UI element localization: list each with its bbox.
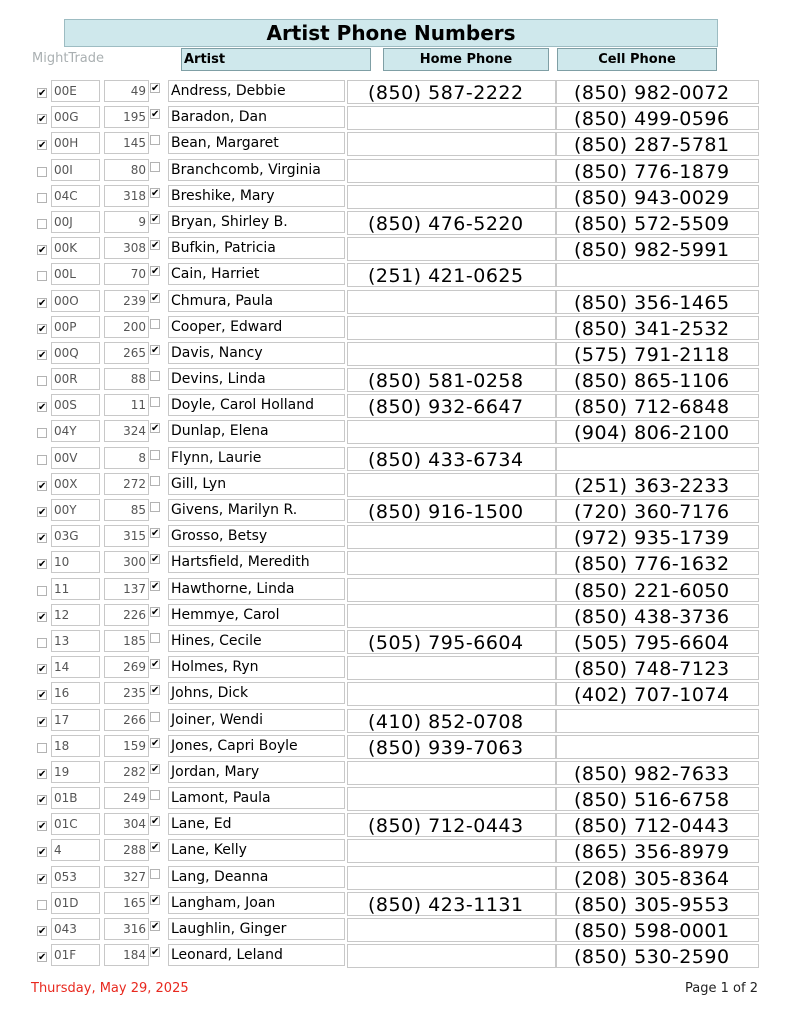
row-flag-checkbox[interactable]: ✔ [151,292,160,304]
artist-number: 288 [104,839,149,861]
row-select-checkbox[interactable]: ✔ [38,533,47,545]
artist-code: 01C [51,813,100,835]
row-flag-checkbox[interactable]: ✔ [151,606,160,618]
home-phone-cell [347,342,556,366]
artist-name: Devins, Linda [168,368,345,390]
cell-phone-cell [556,447,759,471]
artist-name: Breshike, Mary [168,185,345,207]
table-row [34,786,759,812]
row-select-checkbox[interactable]: ✔ [38,480,47,492]
artist-name: Hawthorne, Linda [168,578,345,600]
home-phone: (410) 852-0708 [368,710,524,733]
artist-number: 308 [104,237,149,259]
row-flag-checkbox[interactable]: ✔ [151,763,160,775]
row-select-checkbox[interactable]: ✔ [38,349,47,361]
row-flag-checkbox[interactable] [150,633,160,643]
artist-number: 88 [104,368,149,390]
row-select-checkbox[interactable]: ✔ [38,507,47,518]
row-flag-checkbox[interactable]: ✔ [151,528,160,540]
cell-phone: (505) 795-6604 [574,631,730,654]
artist-code: 00X [51,473,100,495]
cell-phone: (850) 982-0072 [574,82,730,104]
row-select-checkbox[interactable]: ✔ [38,716,47,728]
artist-code: 04Y [51,420,100,442]
cell-phone: (972) 935-1739 [574,527,730,550]
cell-phone: (850) 982-7633 [574,762,730,785]
table-row [34,681,759,707]
home-phone: (850) 581-0258 [368,370,524,393]
artist-number: 184 [104,944,149,966]
artist-number: 239 [104,290,149,312]
home-phone-cell [347,944,556,968]
home-phone-cell [347,159,556,183]
artist-code: 01D [51,892,100,914]
table-row [34,812,759,838]
artist-name: Bufkin, Patricia [168,237,345,259]
artist-number: 8 [104,447,149,469]
artist-number: 159 [104,735,149,757]
row-select-checkbox[interactable] [37,376,47,386]
home-phone-cell [347,420,556,444]
artist-number: 235 [104,682,149,704]
table-row [34,105,759,131]
row-flag-checkbox[interactable]: ✔ [151,737,160,749]
row-flag-checkbox[interactable]: ✔ [151,423,160,435]
row-select-checkbox[interactable]: ✔ [38,847,47,859]
table-row [34,655,759,681]
artist-number: 11 [104,394,149,416]
artist-name: Lane, Kelly [168,839,345,861]
artist-code: 00L [51,263,100,285]
artist-code: 00J [51,211,100,233]
artist-number: 49 [104,80,149,102]
cell-phone: (850) 287-5781 [574,134,730,157]
artist-number: 272 [104,473,149,495]
artist-name: Andress, Debbie [168,80,345,102]
cell-phone: (904) 806-2100 [574,422,730,445]
table-row [34,734,759,760]
artist-name: Jones, Capri Boyle [168,735,345,757]
row-select-checkbox[interactable]: ✔ [38,402,47,414]
table-row [34,236,759,262]
cell-phone: (850) 748-7123 [574,658,730,681]
artist-number: 324 [104,420,149,442]
artist-name: Langham, Joan [168,892,345,914]
row-select-checkbox[interactable] [37,638,47,648]
row-select-checkbox[interactable] [37,900,47,910]
row-flag-checkbox[interactable]: ✔ [151,894,160,906]
table-row [34,472,759,498]
artist-number: 282 [104,761,149,783]
artist-code: 00G [51,106,100,128]
artist-number: 226 [104,604,149,626]
cell-phone: (208) 305-8364 [574,867,730,890]
home-phone-cell [347,473,556,497]
artist-name: Hartsfield, Meredith [168,551,345,573]
artist-code: 053 [51,866,100,888]
home-phone-cell [347,866,556,890]
home-phone: (850) 712-0443 [368,815,524,838]
artist-code: 00S [51,394,100,416]
home-phone-cell [347,290,556,314]
artist-code: 10 [51,551,100,573]
row-select-checkbox[interactable]: ✔ [38,114,47,126]
artist-number: 327 [104,866,149,888]
cell-phone: (850) 572-5509 [574,212,730,235]
artist-name: Branchcomb, Virginia [168,159,345,181]
cell-phone: (850) 499-0596 [574,108,730,131]
row-flag-checkbox[interactable] [150,397,160,407]
artist-name: Holmes, Ryn [168,656,345,678]
artist-code: 16 [51,682,100,704]
artist-name: Bean, Margaret [168,132,345,154]
home-phone: (850) 932-6647 [368,396,524,419]
page-number: Page 1 of 2 [685,981,758,996]
artist-code: 19 [51,761,100,783]
table-row [34,498,759,524]
artist-code: 13 [51,630,100,652]
artist-code: 00R [51,368,100,390]
row-flag-checkbox[interactable]: ✔ [151,947,160,959]
cell-phone-cell [556,263,759,287]
home-phone-cell [347,682,556,706]
artist-code: 043 [51,918,100,940]
row-flag-checkbox[interactable] [150,135,160,145]
artist-name: Flynn, Laurie [168,447,345,469]
table-row [34,943,759,969]
row-flag-checkbox[interactable]: ✔ [151,344,160,356]
artist-name: Joiner, Wendi [168,709,345,731]
cell-phone: (251) 363-2233 [574,474,730,497]
cell-phone-cell [556,709,759,733]
home-phone-cell [347,918,556,942]
row-flag-checkbox[interactable]: ✔ [151,83,160,94]
cell-phone: (850) 516-6758 [574,789,730,812]
table-row [34,891,759,917]
table-row [34,79,759,105]
row-select-checkbox[interactable]: ✔ [38,245,47,257]
artist-name: Johns, Dick [168,682,345,704]
home-phone: (850) 476-5220 [368,212,524,235]
home-phone-cell [347,106,556,130]
table-row [34,524,759,550]
artist-code: 12 [51,604,100,626]
table-row [34,158,759,184]
row-flag-checkbox[interactable]: ✔ [151,921,160,932]
table-row [34,446,759,472]
artist-number: 315 [104,525,149,547]
row-select-checkbox[interactable] [37,167,47,177]
row-select-checkbox[interactable]: ✔ [38,559,47,571]
table-row [34,629,759,655]
home-phone-cell [347,839,556,863]
cell-phone: (850) 982-5991 [574,239,730,262]
cell-phone: (850) 776-1632 [574,553,730,576]
artist-number: 185 [104,630,149,652]
row-flag-checkbox[interactable]: ✔ [151,109,160,121]
home-phone-cell [347,132,556,156]
home-phone-cell [347,185,556,209]
row-flag-checkbox[interactable] [150,371,160,381]
table-row [34,550,759,576]
home-phone-cell [347,578,556,602]
table-row [34,367,759,393]
artist-code: 03G [51,525,100,547]
artist-number: 85 [104,499,149,521]
artist-number: 165 [104,892,149,914]
table-row [34,708,759,734]
home-phone-cell [347,551,556,575]
artist-number: 265 [104,342,149,364]
table-row [34,760,759,786]
artist-code: 01B [51,787,100,809]
table-row [34,210,759,236]
cell-phone: (402) 707-1074 [574,684,730,707]
row-select-checkbox[interactable] [37,193,47,203]
row-select-checkbox[interactable]: ✔ [38,611,47,623]
cell-phone: (865) 356-8979 [574,841,730,864]
artist-code: 00H [51,132,100,154]
row-select-checkbox[interactable]: ✔ [38,926,47,937]
row-select-checkbox[interactable]: ✔ [38,664,47,676]
row-flag-checkbox[interactable] [150,450,160,460]
row-select-checkbox[interactable]: ✔ [38,88,47,99]
table-row [34,577,759,603]
artist-name: Laughlin, Ginger [168,918,345,940]
row-select-checkbox[interactable] [37,219,47,229]
artist-name: Lamont, Paula [168,787,345,809]
cell-phone: (720) 360-7176 [574,501,730,523]
artist-number: 300 [104,551,149,573]
artist-number: 195 [104,106,149,128]
cell-phone: (850) 530-2590 [574,946,730,969]
table-row [34,865,759,891]
page-title: Artist Phone Numbers [64,19,718,47]
artist-name: Cooper, Edward [168,316,345,338]
home-phone-cell [347,761,556,785]
home-phone-cell [347,787,556,811]
row-select-checkbox[interactable] [37,271,47,281]
artist-name: Hines, Cecile [168,630,345,652]
cell-phone: (850) 865-1106 [574,370,730,393]
row-select-checkbox[interactable]: ✔ [38,873,47,885]
row-flag-checkbox[interactable]: ✔ [151,816,160,828]
home-phone-cell [347,316,556,340]
cell-phone: (850) 305-9553 [574,893,730,916]
row-flag-checkbox[interactable]: ✔ [151,554,160,566]
home-phone: (850) 433-6734 [368,448,524,471]
artist-code: 04C [51,185,100,207]
home-phone-cell [347,525,556,549]
brand-label: MightTrade [32,51,105,66]
artist-number: 249 [104,787,149,809]
row-flag-checkbox[interactable]: ✔ [151,685,160,697]
cell-phone: (850) 438-3736 [574,605,730,628]
table-row [34,838,759,864]
artist-code: 01F [51,944,100,966]
home-phone: (850) 587-2222 [368,82,524,104]
artist-name: Leonard, Leland [168,944,345,966]
artist-code: 00O [51,290,100,312]
column-header-cell-phone: Cell Phone [557,48,717,71]
column-header-home-phone: Home Phone [383,48,549,71]
row-flag-checkbox[interactable] [150,476,160,486]
artist-number: 145 [104,132,149,154]
artist-number: 80 [104,159,149,181]
row-select-checkbox[interactable]: ✔ [38,690,47,702]
table-row [34,917,759,943]
artist-name: Dunlap, Elena [168,420,345,442]
cell-phone: (850) 356-1465 [574,291,730,314]
home-phone-cell [347,237,556,261]
home-phone: (850) 939-7063 [368,736,524,759]
artist-code: 18 [51,735,100,757]
row-flag-checkbox[interactable] [150,869,160,879]
row-flag-checkbox[interactable] [150,319,160,329]
cell-phone: (850) 221-6050 [574,579,730,602]
row-select-checkbox[interactable] [37,586,47,596]
artist-code: 00I [51,159,100,181]
home-phone: (850) 916-1500 [368,501,524,523]
table-row [34,131,759,157]
artist-code: 00K [51,237,100,259]
home-phone: (505) 795-6604 [368,631,524,654]
table-row [34,419,759,445]
artist-name: Givens, Marilyn R. [168,499,345,521]
artist-number: 137 [104,578,149,600]
artist-code: 14 [51,656,100,678]
table-row [34,289,759,315]
row-flag-checkbox[interactable]: ✔ [151,266,160,278]
row-flag-checkbox[interactable]: ✔ [151,187,160,199]
row-select-checkbox[interactable]: ✔ [38,323,47,335]
artist-code: 00V [51,447,100,469]
artist-name: Baradon, Dan [168,106,345,128]
artist-code: 00P [51,316,100,338]
artist-table [34,79,759,969]
artist-number: 266 [104,709,149,731]
artist-name: Grosso, Betsy [168,525,345,547]
row-select-checkbox[interactable]: ✔ [38,768,47,780]
artist-number: 269 [104,656,149,678]
artist-code: 00Y [51,499,100,521]
home-phone: (251) 421-0625 [368,265,524,288]
artist-name: Hemmye, Carol [168,604,345,626]
row-flag-checkbox[interactable]: ✔ [151,240,160,252]
artist-number: 316 [104,918,149,940]
row-select-checkbox[interactable]: ✔ [38,821,47,833]
artist-number: 70 [104,263,149,285]
artist-name: Lang, Deanna [168,866,345,888]
row-flag-checkbox[interactable]: ✔ [151,580,160,592]
row-flag-checkbox[interactable]: ✔ [151,659,160,671]
row-select-checkbox[interactable]: ✔ [38,795,47,807]
cell-phone: (850) 943-0029 [574,186,730,209]
cell-phone: (850) 341-2532 [574,317,730,340]
artist-number: 200 [104,316,149,338]
row-flag-checkbox[interactable]: ✔ [151,842,160,854]
cell-phone: (850) 712-6848 [574,396,730,419]
artist-name: Lane, Ed [168,813,345,835]
row-flag-checkbox[interactable] [150,502,160,512]
cell-phone-cell [556,735,759,759]
artist-number: 9 [104,211,149,233]
cell-phone: (850) 598-0001 [574,920,730,942]
artist-name: Davis, Nancy [168,342,345,364]
artist-name: Cain, Harriet [168,263,345,285]
table-row [34,393,759,419]
row-flag-checkbox[interactable] [150,790,160,800]
artist-code: 11 [51,578,100,600]
cell-phone: (850) 776-1879 [574,160,730,183]
row-select-checkbox[interactable] [37,743,47,753]
home-phone-cell [347,656,556,680]
row-flag-checkbox[interactable]: ✔ [151,213,160,225]
artist-name: Bryan, Shirley B. [168,211,345,233]
artist-number: 304 [104,813,149,835]
row-flag-checkbox[interactable] [150,712,160,722]
artist-number: 318 [104,185,149,207]
table-row [34,184,759,210]
home-phone: (850) 423-1131 [368,893,524,916]
table-row [34,315,759,341]
table-row [34,603,759,629]
artist-code: 4 [51,839,100,861]
artist-name: Jordan, Mary [168,761,345,783]
artist-code: 17 [51,709,100,731]
table-row [34,341,759,367]
row-select-checkbox[interactable]: ✔ [38,140,47,152]
column-header-artist: Artist [181,48,371,71]
row-flag-checkbox[interactable] [150,162,160,172]
cell-phone: (850) 712-0443 [574,815,730,838]
footer-date: Thursday, May 29, 2025 [31,981,189,996]
home-phone-cell [347,604,556,628]
artist-name: Chmura, Paula [168,290,345,312]
artist-code: 00E [51,80,100,102]
table-row [34,262,759,288]
artist-code: 00Q [51,342,100,364]
artist-name: Gill, Lyn [168,473,345,495]
row-select-checkbox[interactable]: ✔ [38,297,47,309]
row-select-checkbox[interactable]: ✔ [38,952,47,964]
cell-phone: (575) 791-2118 [574,343,730,366]
row-select-checkbox[interactable] [37,428,47,438]
artist-name: Doyle, Carol Holland [168,394,345,416]
row-select-checkbox[interactable] [37,455,47,465]
